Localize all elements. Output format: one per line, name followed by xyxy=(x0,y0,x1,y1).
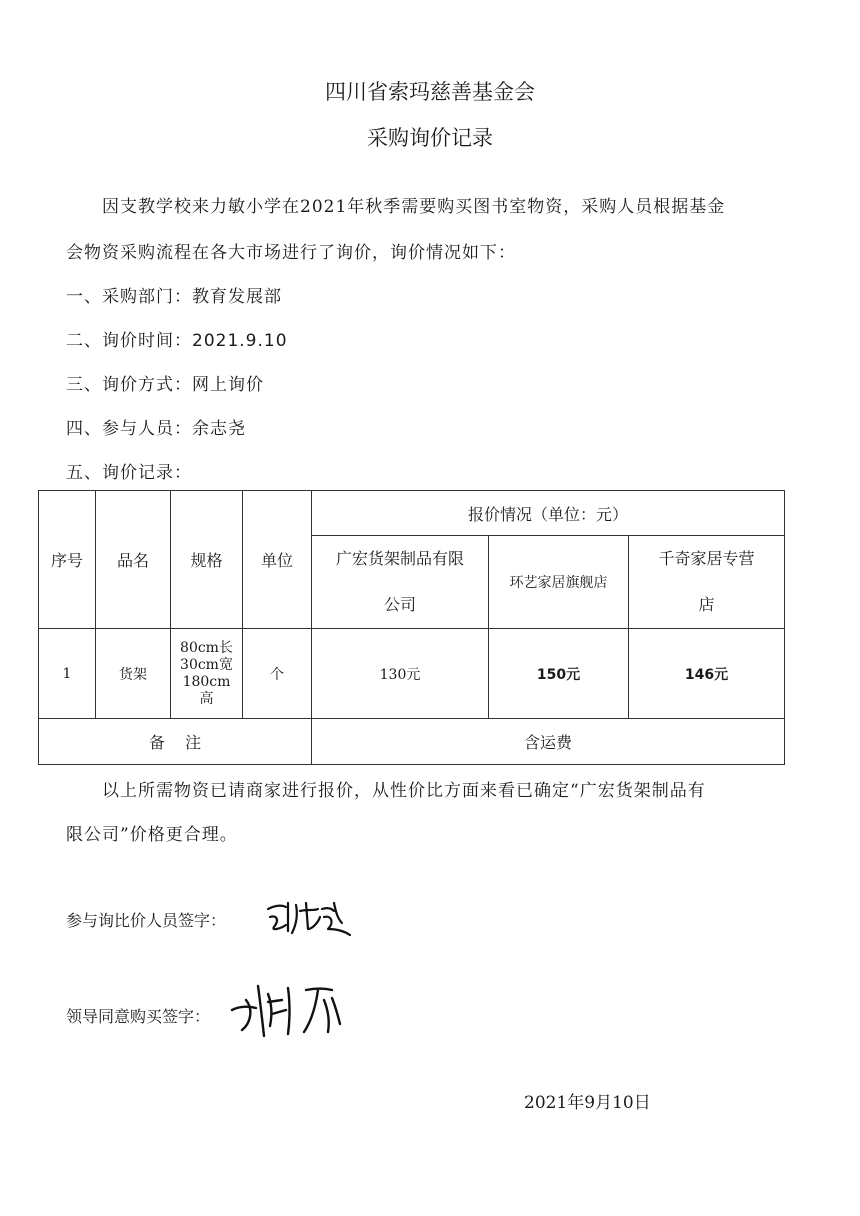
intro-line-2: 会物资采购流程在各大市场进行了询价，询价情况如下： xyxy=(66,243,516,263)
cell-specification: 80cm长 30cm宽 180cm 高 xyxy=(171,629,243,719)
header-vendor-guanghong: 广宏货架制品有限 公司 xyxy=(312,536,489,629)
price-inquiry-table xyxy=(38,490,785,765)
cell-unit: 个 xyxy=(243,629,312,719)
conclusion-line-2: 限公司”价格更合理。 xyxy=(66,825,238,845)
item-purchase-department: 一、采购部门：教育发展部 xyxy=(66,287,282,307)
conclusion-line-1: 以上所需物资已请商家进行报价，从性价比方面来看已确定“广宏货架制品有 xyxy=(102,781,706,801)
cell-serial-no: 1 xyxy=(39,629,96,719)
header-unit: 单位 xyxy=(243,491,312,629)
participant-signature xyxy=(262,895,354,940)
intro-line-1: 因支教学校来力敏小学在2021年秋季需要购买图书室物资，采购人员根据基金 xyxy=(102,197,726,217)
header-specification: 规格 xyxy=(171,491,243,629)
cell-price-qianqi: 146元 xyxy=(629,629,785,719)
header-vendor-huanyi: 环艺家居旗舰店 xyxy=(489,536,629,629)
document-title: 采购询价记录 xyxy=(367,126,493,150)
item-participants: 四、参与人员：余志尧 xyxy=(66,419,246,439)
remark-value: 含运费 xyxy=(312,719,785,765)
leader-signature-label: 领导同意购买签字： xyxy=(66,1007,211,1026)
header-vendor-qianqi: 千奇家居专营 店 xyxy=(629,536,785,629)
leader-signature xyxy=(228,980,348,1042)
table-row xyxy=(39,629,785,719)
organization-title: 四川省索玛慈善基金会 xyxy=(325,80,535,104)
participant-signature-label: 参与询比价人员签字： xyxy=(66,911,227,930)
item-inquiry-record: 五、询价记录： xyxy=(66,463,192,483)
document-date: 2021年9月10日 xyxy=(524,1093,651,1113)
header-item-name: 品名 xyxy=(96,491,171,629)
cell-item-name: 货架 xyxy=(96,629,171,719)
item-inquiry-method: 三、询价方式：网上询价 xyxy=(66,375,264,395)
cell-price-huanyi: 150元 xyxy=(489,629,629,719)
header-quote-info: 报价情况（单位：元） xyxy=(312,491,785,536)
cell-price-guanghong: 130元 xyxy=(312,629,489,719)
remark-label: 备 注 xyxy=(39,719,312,765)
item-inquiry-time: 二、询价时间：2021.9.10 xyxy=(66,331,288,351)
header-serial-no: 序号 xyxy=(39,491,96,629)
